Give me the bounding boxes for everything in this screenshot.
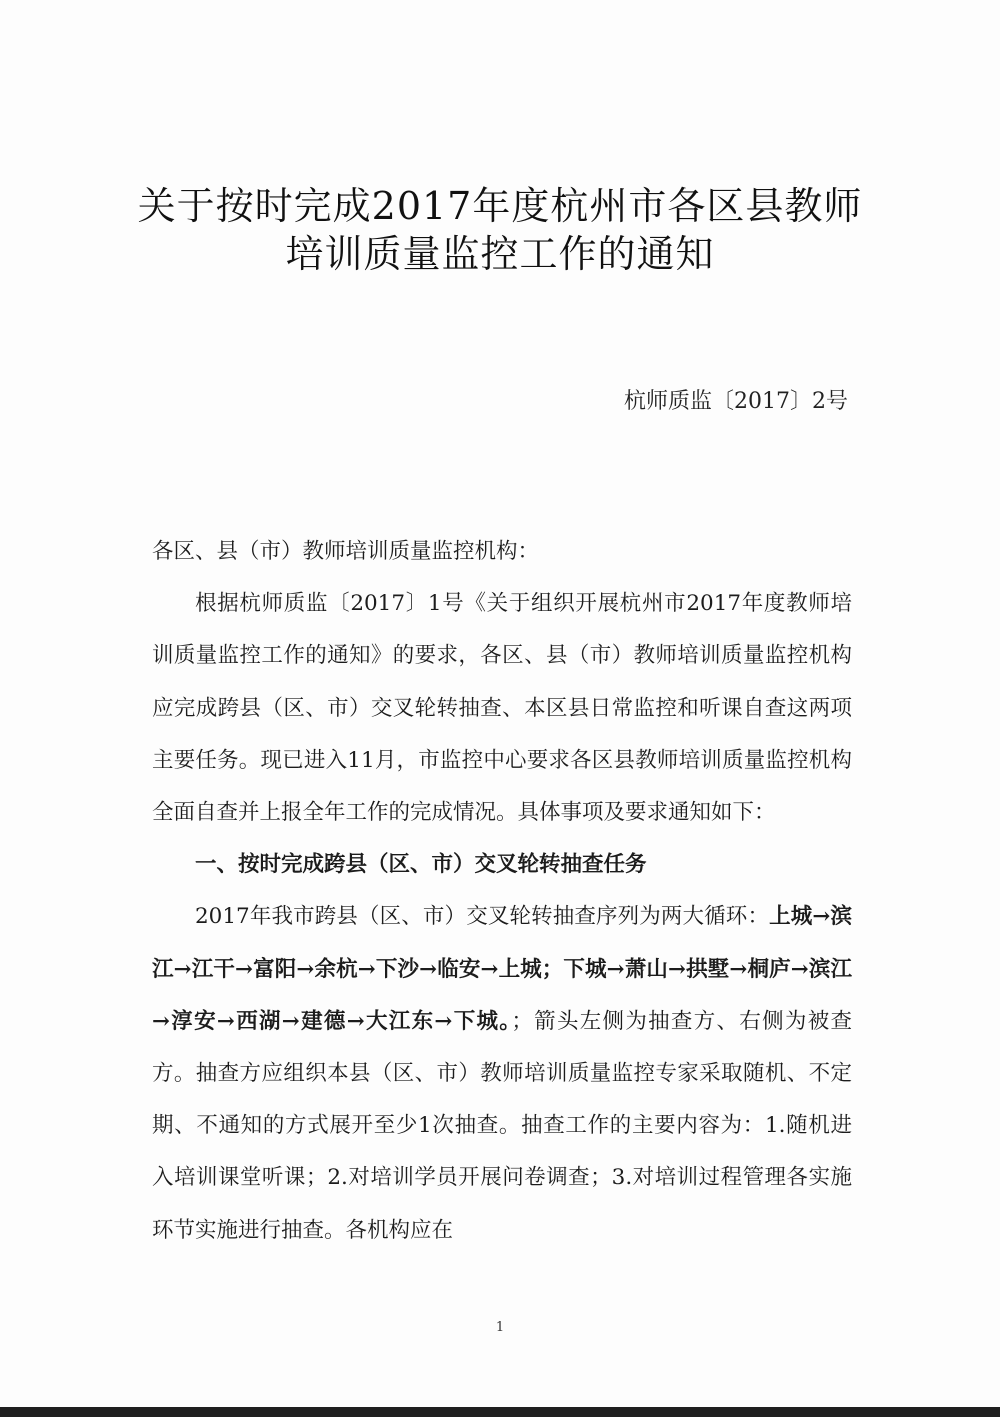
document-title-line-1: 关于按时完成2017年度杭州市各区县教师: [137, 184, 863, 228]
section-heading-1: 一、按时完成跨县（区、市）交叉轮转抽查任务: [195, 852, 647, 878]
paragraph-intro: 根据杭师质监〔2017〕1号《关于组织开展杭州市2017年度教师培训质量监控工作的通知》的要求，各区、县（市）教师培训质量监控机构应完成跨县（区、市）交叉轮转抽查、本区县日常监控和听课自查这两项主要任务。现已进入11月，市监控中心要求各区县教师培训质量监控机构全面自查并上报全年工作的完成情况。具体事项及要求通知如下：: [152, 591, 852, 826]
rotation-lead-text: 2017年我市跨县（区、市）交叉轮转抽查序列为两大循环：: [195, 904, 770, 930]
document-title-line-2: 培训质量监控工作的通知: [285, 232, 715, 276]
rotation-sequence: 上城→滨江→江干→富阳→余杭→下沙→临安→上城；下城→萧山→拱墅→桐庐→滨江→淳安→西湖→建德→大江东→下城。: [152, 904, 853, 1034]
page-number: 1: [495, 1320, 505, 1335]
paragraph-rotation: [152, 891, 852, 1256]
document-body: [152, 526, 852, 1257]
salutation: 各区、县（市）教师培训质量监控机构：: [152, 539, 540, 564]
document-number: 杭师质监〔2017〕2号: [624, 389, 848, 414]
scan-edge-bottom: [0, 1407, 1000, 1417]
rotation-detail-text: ；箭头左侧为抽查方、右侧为被查方。抽查方应组织本县（区、市）教师培训质量监控专家采取随机、不定期、不通知的方式展开至少1次抽查。抽查工作的主要内容为：1.随机进入培训课堂听课；2.对培训学员开展问卷调查；3.对培训过程管理各实施环节实施进行抽查。各机构应在: [152, 1008, 852, 1243]
